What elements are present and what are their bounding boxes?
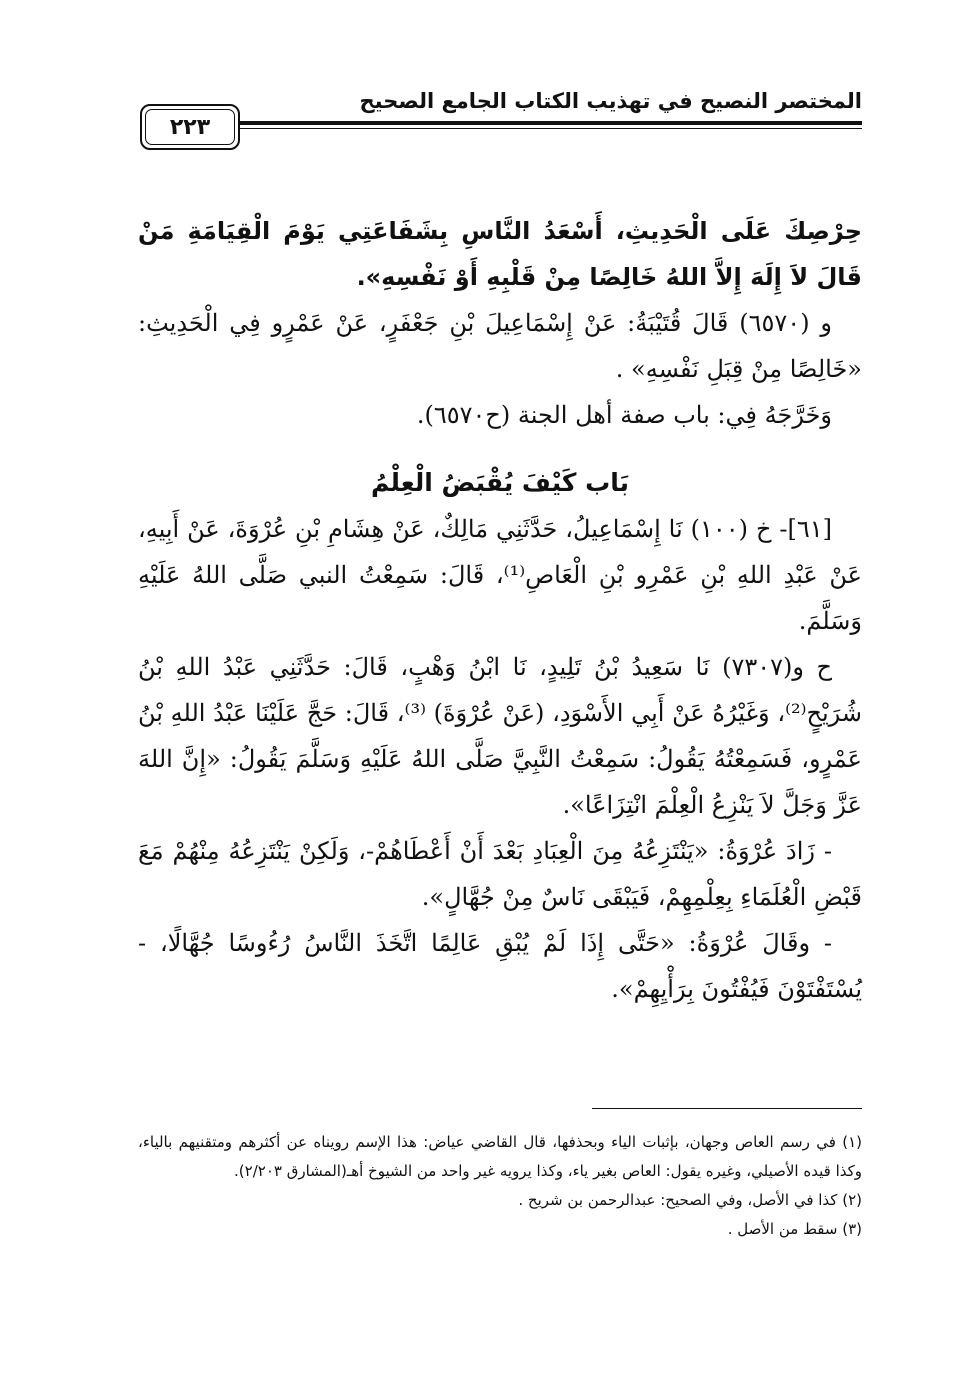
footnote-1: (١) في رسم العاص وجهان، بإثبات الياء وبحذفها، قال القاضي عياض: هذا الإسم رويناه عن أكثرهم ومتقنيهم بالياء، وكذا قيده الأصيلي، وغيره يقول: العاص بغير ياء، وكذا يرويه غير واحد من الشيوخ أهـ(المشارق ٢/٢٠٣). <box>138 1133 862 1180</box>
main-text <box>138 208 862 1012</box>
chapter-heading: بَاب كَيْفَ يُقْبَضُ الْعِلْمُ <box>370 468 630 497</box>
footnotes <box>138 1128 862 1244</box>
running-title: المختصر النصيح في تهذيب الكتاب الجامع الصحيح <box>359 89 862 113</box>
footnote-2: (٢) كذا في الأصل، وفي الصحيح: عبدالرحمن بن شريح . <box>518 1191 862 1209</box>
footnote-separator <box>592 1108 862 1109</box>
page-number-text: ٢٢٣ <box>169 114 211 140</box>
paragraph-5: ح و(٧٣٠٧) نَا سَعِيدُ بْنُ تَلِيدٍ، نَا ابْنُ وَهْبٍ، قَالَ: حَدَّثَنِي عَبْدُ اللهِ بْنُ شُرَيْحٍ⁽²⁾، وَغَيْرُهُ عَنْ أَبِي الأَسْوَدِ، (عَنْ عُرْوَةَ) ⁽³⁾، قَالَ: حَجَّ عَلَيْنَا عَبْدُ اللهِ بْنُ عَمْرٍو، فَسَمِعْتُهُ يَقُولُ: سَمِعْتُ النَّبِيَّ صَلَّى اللهُ عَلَيْهِ وَسَلَّمَ يَقُولُ: «إِنَّ اللهَ عَزَّ وَجَلَّ لاَ يَنْزِعُ الْعِلْمَ انْتِزَاعًا». <box>138 653 863 819</box>
paragraph-4: [٦١]- خ (١٠٠) نَا إِسْمَاعِيلُ، حَدَّثَنِي مَالِكٌ، عَنْ هِشَامِ بْنِ عُرْوَةَ، عَنْ أَبِيهِ، عَنْ عَبْدِ اللهِ بْنِ عَمْرِو بْنِ الْعَاصِ⁽¹⁾، قَالَ: سَمِعْتُ النبي صَلَّى اللهُ عَلَيْهِ وَسَلَّمَ. <box>138 515 862 635</box>
header-rule-thin <box>240 128 862 129</box>
paragraph-7: - وقَالَ عُرْوَةُ: «حَتَّى إِذَا لَمْ يُبْقِ عَالِمًا اتَّخَذَ النَّاسُ رُءُوسًا جُهَّالًا، - يُسْتَفْتَوْنَ فَيُفْتُونَ بِرَأْيِهِمْ». <box>138 929 862 1003</box>
paragraph-6: - زَادَ عُرْوَةُ: «يَنْتَزِعُهُ مِنَ الْعِبَادِ بَعْدَ أَنْ أَعْطَاهُمْ-، وَلَكِنْ يَنْتَزِعُهُ مِنْهُمْ مَعَ قَبْضِ الْعُلَمَاءِ بِعِلْمِهِمْ، فَيَبْقَى نَاسٌ مِنْ جُهَّالٍ». <box>138 837 862 911</box>
page-number <box>140 104 240 150</box>
paragraph-2: و (٦٥٧٠) قَالَ قُتَيْبَةُ: عَنْ إِسْمَاعِيلَ بْنِ جَعْفَرٍ، عَنْ عَمْرٍو فِي الْحَدِيثِ: «خَالِصًا مِنْ قِبَلِ نَفْسِهِ» . <box>138 309 862 383</box>
footnote-3: (٣) سقط من الأصل . <box>727 1220 862 1238</box>
header-rule-thick <box>240 121 862 125</box>
paragraph-3: وَخَرَّجَهُ فِي: باب صفة أهل الجنة (ح٦٥٧٠). <box>416 401 832 429</box>
paragraph-1: حِرْصِكَ عَلَى الْحَدِيثِ، أَسْعَدُ النَّاسِ بِشَفَاعَتِي يَوْمَ الْقِيَامَةِ مَنْ قَالَ لاَ إِلَهَ إِلاَّ اللهُ خَالِصًا مِنْ قَلْبِهِ أَوْ نَفْسِهِ». <box>138 217 862 291</box>
